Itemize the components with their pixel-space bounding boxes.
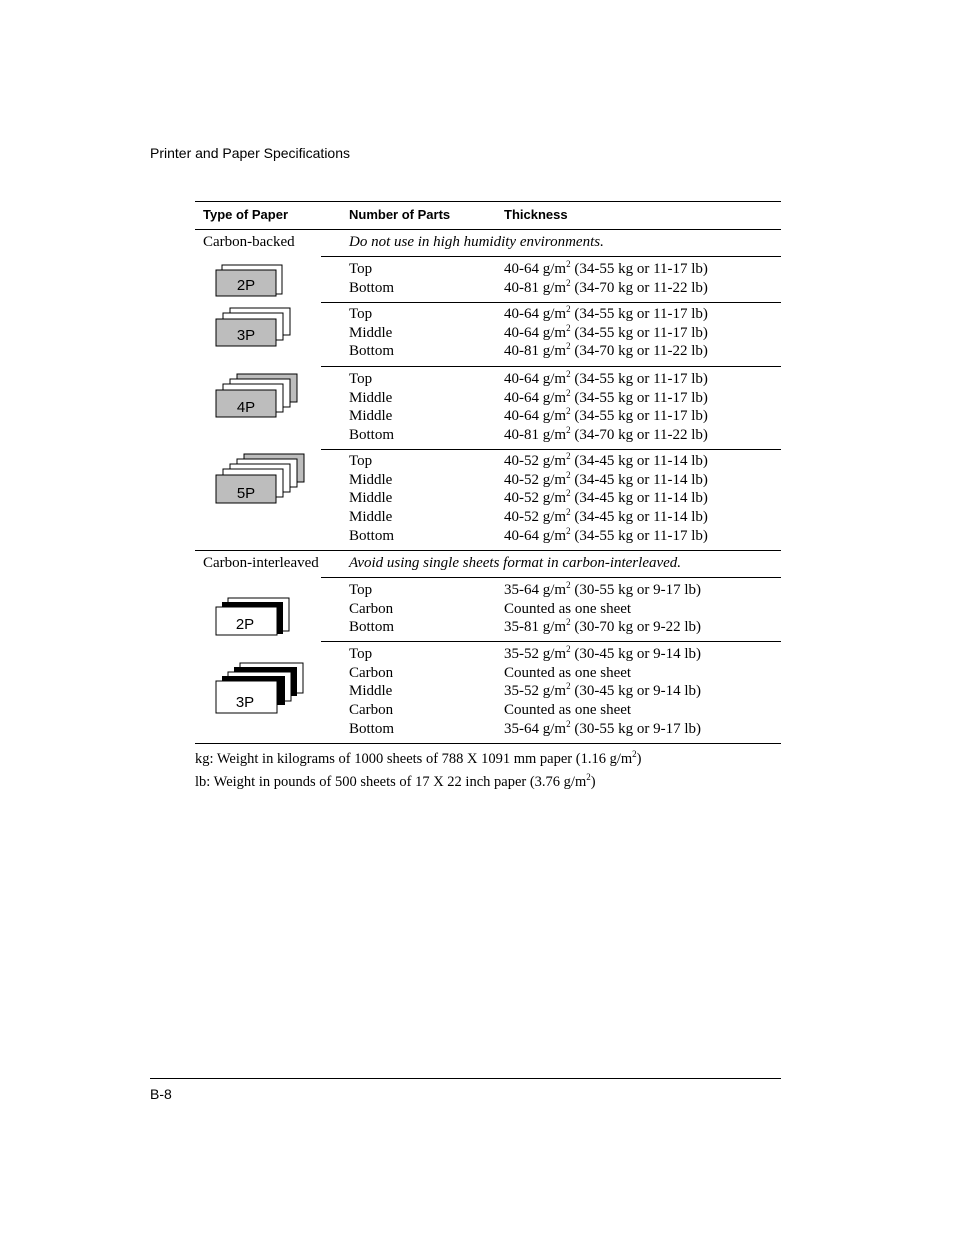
thickness-value: 35-64 $g/m^2$ (30-55 kg or 9-17 lb) bbox=[504, 718, 701, 737]
parts-list bbox=[349, 370, 394, 445]
thickness-list bbox=[504, 305, 708, 361]
thickness-list bbox=[504, 260, 708, 297]
thickness-list bbox=[504, 645, 701, 738]
carbon-interleaved-3p-icon bbox=[213, 661, 309, 719]
thickness-value: 35-52 $g/m^2$ (30-45 kg or 9-14 lb) bbox=[504, 644, 701, 662]
thickness-value: Counted as one sheet bbox=[504, 702, 632, 719]
thickness-value: Counted as one sheet bbox=[504, 664, 632, 681]
group-note-carbon-interleaved: Avoid using single sheets format in carbon-interleaved. bbox=[349, 555, 682, 571]
thickness-value: 35-52 $g/m^2$ (30-45 kg or 9-14 lb) bbox=[504, 681, 701, 700]
thickness-list bbox=[504, 370, 708, 445]
part-label: Middle bbox=[349, 324, 393, 341]
thickness-list bbox=[504, 452, 708, 545]
parts-list bbox=[349, 260, 394, 297]
group-note-carbon-backed: Do not use in high humidity environments. bbox=[349, 234, 604, 250]
carbon-backed-4p-icon bbox=[213, 372, 303, 422]
part-label: Top bbox=[349, 582, 373, 598]
thickness-value: 40-64 $g/m^2$ (34-55 kg or 11-17 lb) bbox=[504, 525, 708, 544]
part-label: Bottom bbox=[349, 343, 395, 360]
part-label: Carbon bbox=[349, 664, 394, 681]
column-header-thickness: Thickness bbox=[504, 207, 568, 222]
carbon-backed-2p-icon bbox=[213, 262, 293, 300]
part-label: Carbon bbox=[349, 600, 394, 617]
thickness-value: 40-52 $g/m^2$ (34-45 kg or 11-14 lb) bbox=[504, 488, 708, 507]
part-label: Bottom bbox=[349, 527, 395, 544]
footer-rule bbox=[150, 1078, 781, 1079]
carbon-backed-5p-icon bbox=[213, 452, 309, 508]
thickness-value: 40-52 $g/m^2$ (34-45 kg or 11-14 lb) bbox=[504, 469, 708, 488]
group-note-rule bbox=[321, 256, 781, 257]
part-label: Bottom bbox=[349, 720, 395, 737]
column-header-parts: Number of Parts bbox=[349, 207, 451, 222]
thickness-list bbox=[504, 581, 701, 637]
part-label: Middle bbox=[349, 408, 393, 425]
part-label: Bottom bbox=[349, 427, 395, 444]
thickness-value: Counted as one sheet bbox=[504, 600, 632, 617]
set-rule bbox=[321, 449, 781, 450]
parts-list bbox=[349, 645, 394, 738]
part-label: Middle bbox=[349, 683, 393, 700]
thickness-value: 40-52 $g/m^2$ (34-45 kg or 11-14 lb) bbox=[504, 507, 708, 526]
thickness-value: 40-64 $g/m^2$ (34-55 kg or 11-17 lb) bbox=[504, 369, 708, 387]
footnote-lb: lb: Weight in pounds of 500 sheets of 17 X 22 inch paper (3.76 $g/m^2$) bbox=[195, 772, 596, 790]
table-top-rule bbox=[195, 201, 781, 202]
thickness-value: 40-64 $g/m^2$ (34-55 kg or 11-17 lb) bbox=[504, 322, 708, 341]
group-note-rule bbox=[321, 577, 781, 578]
carbon-backed-3p-icon bbox=[213, 305, 295, 349]
page-number: B-8 bbox=[150, 1086, 172, 1102]
part-label: Top bbox=[349, 453, 373, 469]
thickness-value: 40-81 $g/m^2$ (34-70 kg or 11-22 lb) bbox=[504, 341, 708, 360]
paper-type-carbon-backed: Carbon-backed bbox=[203, 234, 295, 250]
parts-list bbox=[349, 581, 394, 637]
thickness-value: 40-81 $g/m^2$ (34-70 kg or 11-22 lb) bbox=[504, 277, 708, 296]
running-header: Printer and Paper Specifications bbox=[150, 145, 350, 161]
thickness-value: 40-64 $g/m^2$ (34-55 kg or 11-17 lb) bbox=[504, 259, 708, 277]
part-label: Middle bbox=[349, 509, 393, 526]
icon-label: 3P bbox=[236, 327, 256, 344]
column-header-type: Type of Paper bbox=[203, 207, 289, 222]
thickness-value: 40-64 $g/m^2$ (34-55 kg or 11-17 lb) bbox=[504, 406, 708, 425]
thickness-value: 40-81 $g/m^2$ (34-70 kg or 11-22 lb) bbox=[504, 425, 708, 444]
thickness-value: 35-64 $g/m^2$ (30-55 kg or 9-17 lb) bbox=[504, 580, 701, 598]
table-header-rule bbox=[195, 229, 781, 230]
parts-list bbox=[349, 305, 394, 361]
set-rule bbox=[321, 641, 781, 642]
table-bottom-rule bbox=[195, 743, 781, 744]
icon-label: 4P bbox=[236, 399, 256, 416]
group-rule bbox=[195, 550, 781, 551]
set-rule bbox=[321, 366, 781, 367]
part-label: Middle bbox=[349, 389, 393, 406]
carbon-interleaved-2p-icon bbox=[213, 596, 297, 638]
icon-label: 3P bbox=[235, 694, 255, 711]
parts-list bbox=[349, 452, 394, 545]
paper-type-carbon-interleaved: Carbon-interleaved bbox=[203, 555, 319, 571]
part-label: Middle bbox=[349, 471, 393, 488]
thickness-value: 40-52 $g/m^2$ (34-45 kg or 11-14 lb) bbox=[504, 451, 708, 469]
part-label: Top bbox=[349, 371, 373, 387]
icon-label: 5P bbox=[236, 485, 256, 502]
thickness-value: 40-64 $g/m^2$ (34-55 kg or 11-17 lb) bbox=[504, 387, 708, 406]
thickness-value: 40-64 $g/m^2$ (34-55 kg or 11-17 lb) bbox=[504, 304, 708, 322]
part-label: Carbon bbox=[349, 702, 394, 719]
part-label: Top bbox=[349, 306, 373, 322]
part-label: Bottom bbox=[349, 619, 395, 636]
part-label: Top bbox=[349, 261, 373, 277]
part-label: Middle bbox=[349, 490, 393, 507]
thickness-value: 35-81 $g/m^2$ (30-70 kg or 9-22 lb) bbox=[504, 617, 701, 636]
set-rule bbox=[321, 302, 781, 303]
icon-label: 2P bbox=[236, 277, 256, 294]
part-label: Bottom bbox=[349, 279, 395, 296]
part-label: Top bbox=[349, 646, 373, 662]
icon-label: 2P bbox=[235, 616, 255, 633]
footnote-kg: kg: Weight in kilograms of 1000 sheets of 788 X 1091 mm paper (1.16 $g/m^2$) bbox=[195, 749, 642, 767]
